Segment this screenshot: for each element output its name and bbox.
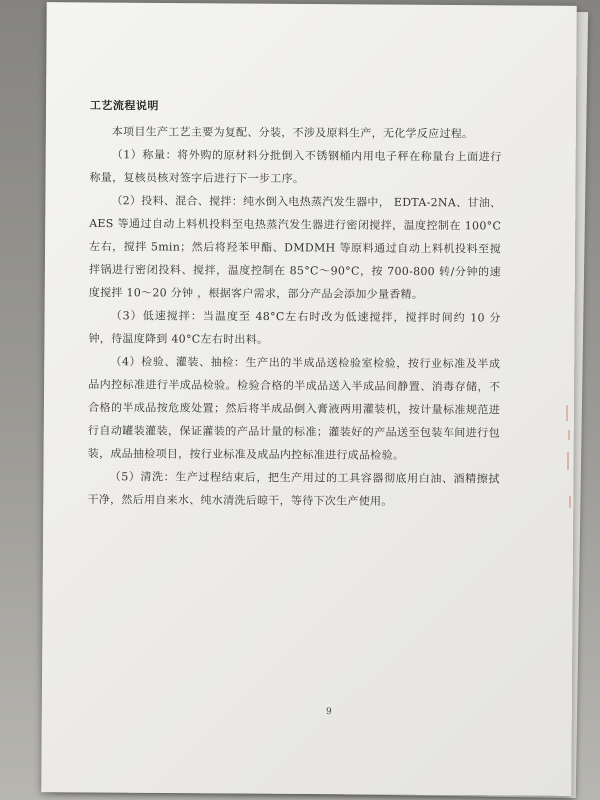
paragraph-mixing: （2）投料、混合、搅拌：纯水倒入电热蒸汽发生器中， EDTA-2NA、甘油、AES 等通过自动上料机投料至电热蒸汽发生器进行密闭搅拌，温度控制在 100°C左右，搅拌 5min；然后将羟苯甲酯、DMDMH 等原料通过自动上料机投料至搅拌锅进行密闭投料、搅拌，温度控制在 85°C～90°C，按 700-800 转/分钟的速度搅拌 10～20 分钟 ，根据客户需求，部分产品会添加少量香精。 — [88, 194, 502, 302]
paragraph-weighing: （1）称量：将外购的原材料分批倒入不锈钢桶内用电子秤在称量台上面进行称量，复核员核对签字后进行下一步工序。 — [89, 148, 502, 186]
section-heading: 工艺流程说明 — [89, 98, 159, 113]
edge-stamp-mark — [566, 405, 568, 421]
paragraph-cleaning: （5）清洗：生产过程结束后，把生产用过的工具容器彻底用白油、酒精擦拭干净，然后用自来水、纯水清洗后晾干，等待下次生产使用。 — [87, 470, 500, 508]
edge-stamp-mark — [568, 430, 570, 440]
edge-stamp-mark — [567, 452, 569, 470]
edge-stamp-mark — [569, 496, 571, 508]
paragraph-inspection-filling: （4）检验、灌装、抽检：生产出的半成品送检验室检验，按行业标准及半成品内控标准进行半成品检验。检验合格的半成品送入半成品间静置、消毒存储，不合格的半成品按危废处置；然后将半成品倒入膏液两用灌装机，按计量标准规范进行自动罐装灌装，保证灌装的产品计量的标准；灌装好的产品送至包装车间进行包装，成品抽检项目，按行业标准及成品内控标准进行成品检验。 — [87, 355, 501, 462]
paragraph-low-speed-stirring: （3）低速搅拌：当温度至 48°C左右时改为低速搅拌，搅拌时间约 10 分钟，待温度降到 40°C左右时出料。 — [88, 309, 501, 347]
paragraph-intro: 本项目生产工艺主要为复配、分装，不涉及原料生产，无化学反应过程。 — [111, 125, 474, 141]
page-number: 9 — [325, 706, 332, 718]
document-body — [87, 94, 502, 514]
